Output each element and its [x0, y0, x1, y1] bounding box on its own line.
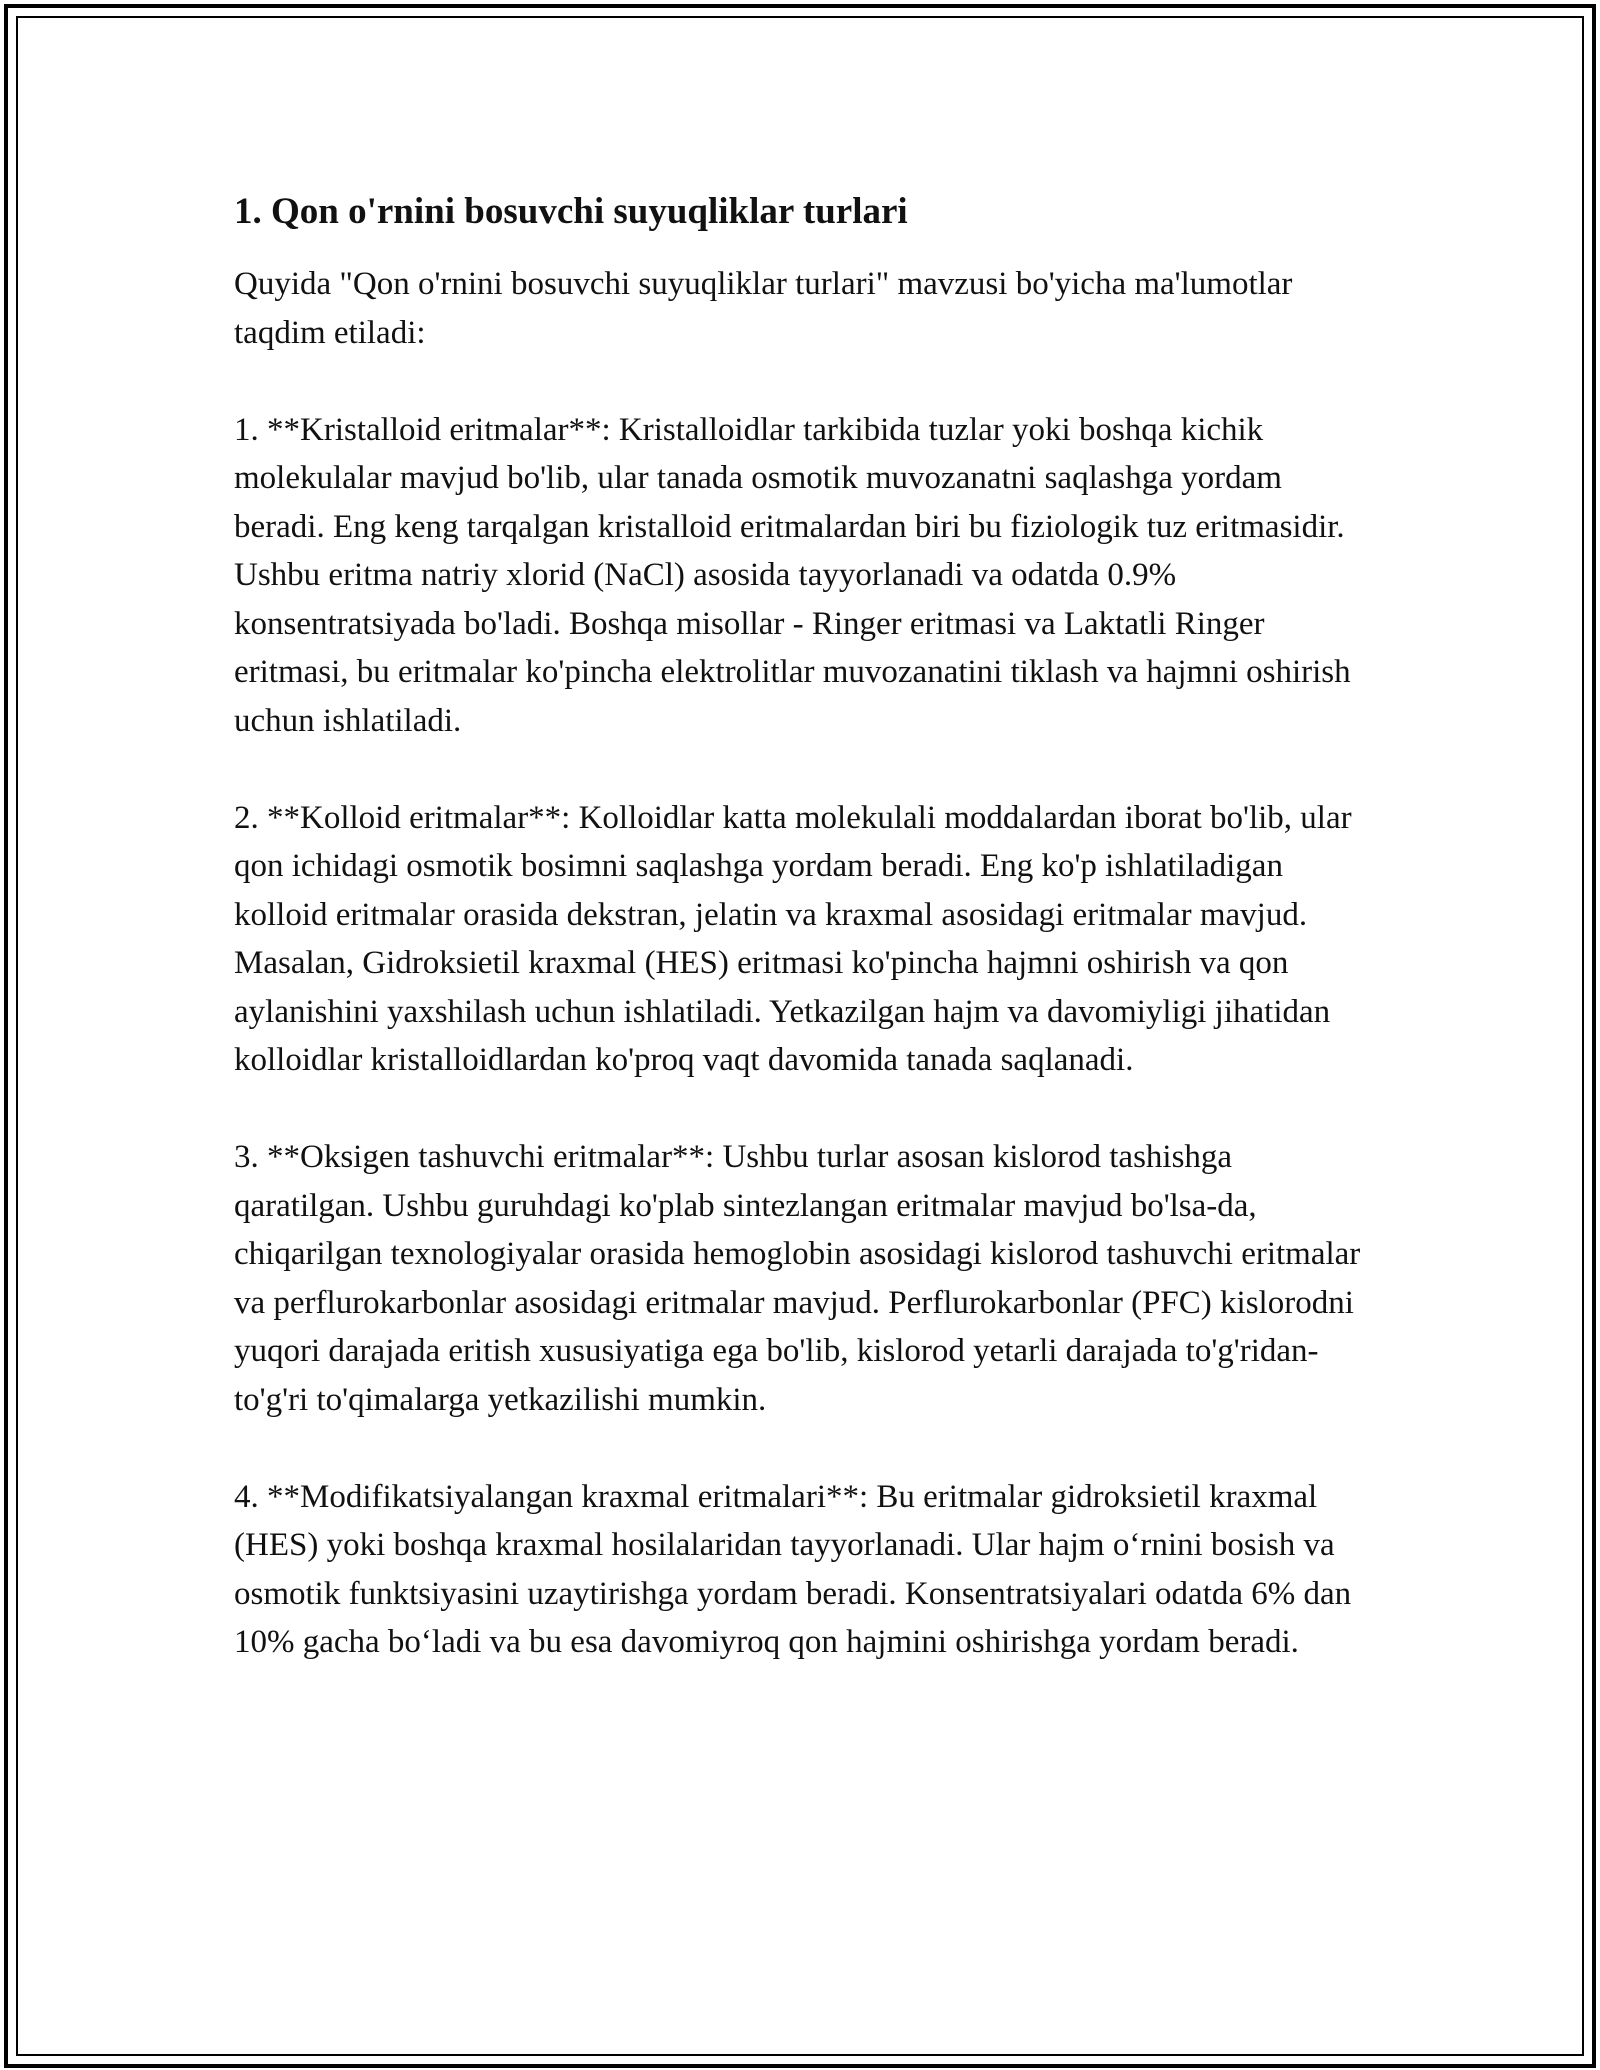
document-title: 1. Qon o'rnini bosuvchi suyuqliklar turlari: [234, 191, 908, 232]
document-body: [234, 188, 1374, 1715]
section-oksigen: 3. **Oksigen tashuvchi eritmalar**: Ushbu turlar asosan kislorod tashishga qaratilgan. Ushbu guruhdagi ko'plab sintezlangan eritmalar mavjud bo'lsa-da, chiqarilgan texnologiyalar orasida hemoglobin asosidagi kislorod tashuvchi eritmalar va perflurokarbonlar asosidagi eritmalar mavjud. Perflurokarbonlar (PFC) kislorodni yuqori darajada eritish xususiyatiga ega bo'lib, kislorod yetarli darajada to'g'ridan-to'g'ri to'qimalarga yetkazilishi mumkin.: [234, 1139, 1361, 1418]
section-kolloid: 2. **Kolloid eritmalar**: Kolloidlar katta molekulali moddalardan iborat bo'lib, ular qon ichidagi osmotik bosimni saqlashga yordam beradi. Eng ko'p ishlatiladigan kolloid eritmalar orasida dekstran, jelatin va kraxmal asosidagi eritmalar mavjud. Masalan, Gidroksietil kraxmal (HES) eritmasi ko'pincha hajmni oshirish va qon aylanishini yaxshilash uchun ishlatiladi. Yetkazilgan hajm va davomiyligi jihatidan kolloidlar kristalloidlardan ko'proq vaqt davomida tanada saqlanadi.: [234, 799, 1352, 1078]
section-kraxmal: 4. **Modifikatsiyalangan kraxmal eritmalari**: Bu eritmalar gidroksietil kraxmal (HES) yoki boshqa kraxmal hosilalaridan tayyorlanadi. Ular hajm o‘rnini bosish va osmotik funktsiyasini uzaytirishga yordam beradi. Konsentratsiyalari odatda 6% dan 10% gacha bo‘ladi va bu esa davomiyroq qon hajmini oshirishga yordam beradi.: [234, 1478, 1352, 1660]
intro-paragraph: Quyida "Qon o'rnini bosuvchi suyuqliklar turlari" mavzusi bo'yicha ma'lumotlar taqdim etiladi:: [234, 266, 1293, 351]
section-kristalloid: 1. **Kristalloid eritmalar**: Kristalloidlar tarkibida tuzlar yoki boshqa kichik molekulalar mavjud bo'lib, ular tanada osmotik muvozanatni saqlashga yordam beradi. Eng keng tarqalgan kristalloid eritmalardan biri bu fiziologik tuz eritmasidir. Ushbu eritma natriy xlorid (NaCl) asosida tayyorlanadi va odatda 0.9% konsentratsiyada bo'ladi. Boshqa misollar - Ringer eritmasi va Laktatli Ringer eritmasi, bu eritmalar ko'pincha elektrolitlar muvozanatini tiklash va hajmni oshirish uchun ishlatiladi.: [234, 411, 1351, 739]
